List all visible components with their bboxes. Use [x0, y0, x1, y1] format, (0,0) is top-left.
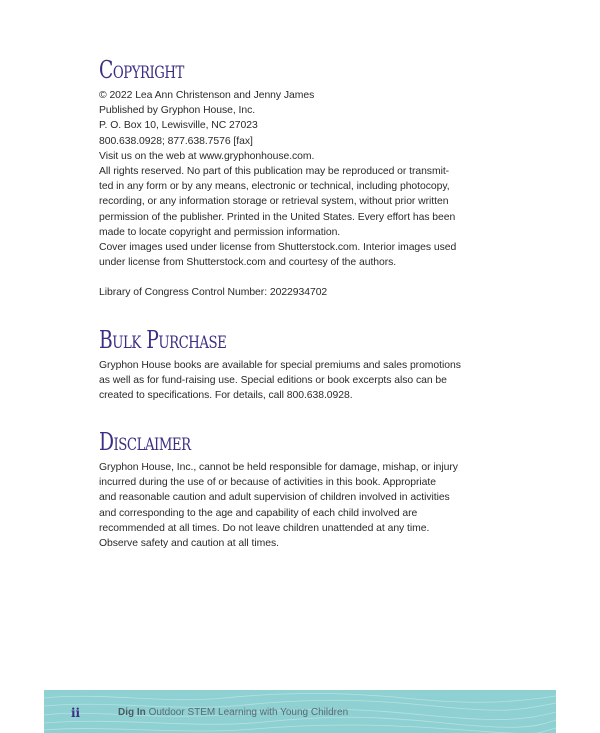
copyright-line: Visit us on the web at www.gryphonhouse.com. [99, 150, 315, 162]
running-title [118, 707, 348, 718]
disclaimer-text [99, 460, 458, 551]
bulk-purchase-text [99, 358, 461, 404]
copyright-heading: Copyright [99, 56, 184, 84]
copyright-line: All rights reserved. No part of this publication may be reproduced or transmit- [99, 166, 450, 178]
page-number: ii [71, 706, 81, 720]
copyright-line: Published by Gryphon House, Inc. [99, 105, 256, 117]
disclaimer-line: and reasonable caution and adult supervision of children involved in activities [99, 492, 450, 504]
copyright-line: Cover images used under license from Shutterstock.com. Interior images used [99, 242, 457, 254]
bulk-purchase-line: as well as for fund-raising use. Special editions or book excerpts also can be [99, 375, 447, 387]
disclaimer-line: Observe safety and caution at all times. [99, 538, 279, 550]
bulk-purchase-heading: Bulk Purchase [99, 326, 227, 354]
copyright-line: ted in any form or by any means, electronic or technical, including photocopy, [99, 181, 450, 193]
copyright-line: recording, or any information storage or retrieval system, without prior written [99, 196, 449, 208]
copyright-section [99, 56, 456, 301]
disclaimer-line: Gryphon House, Inc., cannot be held responsible for damage, mishap, or injury [99, 462, 458, 473]
disclaimer-line: and corresponding to the age and capability of each child involved are [99, 507, 418, 519]
disclaimer-heading: Disclaimer [99, 428, 191, 456]
bulk-purchase-section [99, 326, 461, 404]
book-title: Dig In [118, 707, 146, 718]
copyright-line: made to locate copyright and permission information. [99, 226, 341, 238]
paragraph-gap [99, 270, 456, 285]
bulk-purchase-line: created to specifications. For details, call 800.638.0928. [99, 390, 353, 402]
copyright-line: © 2022 Lea Ann Christenson and Jenny James [99, 90, 315, 101]
page-footer [44, 690, 556, 733]
bulk-purchase-line: Gryphon House books are available for special premiums and sales promotions [99, 360, 461, 371]
disclaimer-section [99, 428, 458, 551]
book-subtitle: Outdoor STEM Learning with Young Children [148, 707, 349, 718]
copyright-line: permission of the publisher. Printed in the United States. Every effort has been [99, 211, 456, 223]
lccn-line: Library of Congress Control Number: 2022934702 [99, 287, 328, 299]
copyright-line: under license from Shutterstock.com and courtesy of the authors. [99, 257, 397, 269]
disclaimer-line: recommended at all times. Do not leave children unattended at any time. [99, 522, 430, 534]
disclaimer-line: incurred during the use of or because of activities in this book. Appropriate [99, 477, 436, 489]
copyright-line: P. O. Box 10, Lewisville, NC 27023 [99, 120, 258, 132]
copyright-text [99, 88, 456, 301]
copyright-line: 800.638.0928; 877.638.7576 [fax] [99, 135, 253, 147]
